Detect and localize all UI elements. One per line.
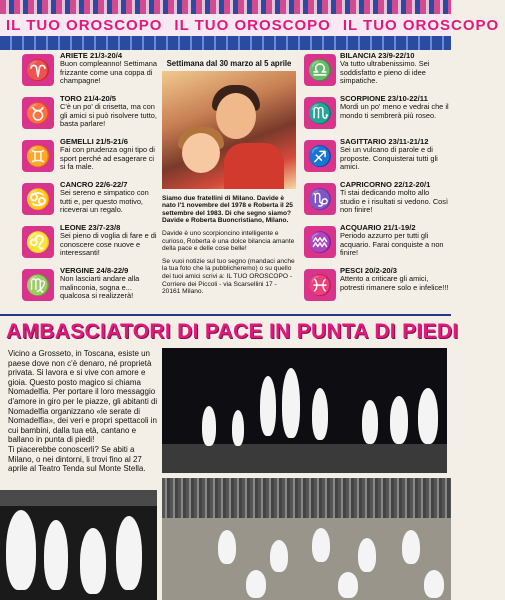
dancer-figure — [44, 520, 68, 590]
dancers-stage-photo — [162, 348, 447, 473]
horoscope-banner — [0, 0, 500, 50]
horoscope-sign — [298, 181, 451, 221]
scales-icon: ♎ — [304, 54, 336, 86]
fish-icon: ♓ — [304, 269, 336, 301]
horoscope-sign — [298, 267, 451, 307]
background-audience — [0, 490, 157, 506]
dancer-figure — [402, 530, 420, 564]
article-paragraph: Vicino a Grosseto, in Toscana, esiste un paese dove non c'è denaro, né proprietà privata. Si lavora e si vive con amore e gioia. Questo posto magico si chiama Nomadelfia. Per portare il loro messaggio d'amore in giro per le piazze, gli abitanti di Nomadelfia organizzano «le serate di Nomadelfia», dei veri e propri spettacoli in cui bambini, dalla tua età, cantano e ballano in punta di piedi! — [8, 349, 158, 445]
sign-forecast: Sei un vulcano di parole e di proposte. Conquisterai tutti gli amici. — [340, 145, 438, 172]
stage-floor — [162, 444, 447, 473]
dancer-figure — [116, 516, 142, 590]
dancer-figure — [424, 570, 444, 598]
sign-forecast: Sei sereno e simpatico con tutti e, per questo motivo, riceverai un regalo. — [60, 188, 149, 215]
dancer-figure — [338, 572, 358, 598]
horoscope-sign — [0, 52, 160, 92]
photo-girl-face — [182, 133, 220, 173]
dancer-figure — [312, 388, 328, 440]
sign-name: CAPRICORNO 22/12-20/1 — [340, 180, 431, 189]
dancer-figure — [6, 510, 36, 590]
dancer-figure — [218, 530, 236, 564]
crab-icon: ♋ — [22, 183, 54, 215]
bull-icon: ♉ — [22, 97, 54, 129]
sign-name: CANCRO 22/6-22/7 — [60, 180, 128, 189]
sign-name: ARIETE 21/3-20/4 — [60, 51, 123, 60]
astrologer-answer: Davide è uno scorpioncino intelligente e curioso, Roberta è una dolce bilancia amante della pace e delle cose belle! — [162, 229, 295, 253]
sign-name: PESCI 20/2-20/3 — [340, 266, 397, 275]
scorpion-icon: ♏ — [304, 97, 336, 129]
sign-forecast: Periodo azzurro per tutti gli acquario. Farai conquiste a non finire! — [340, 231, 444, 258]
sign-name: SCORPIONE 23/10-22/11 — [340, 94, 428, 103]
audience-crowd — [162, 478, 451, 518]
article-question: Ti piacerebbe conoscerli? Se abiti a Milano, o nei dintorni, li trovi fino al 27 aprile al Teatro Tenda sul Monte Stella. — [8, 444, 146, 474]
horoscope-right-column — [298, 52, 451, 312]
horoscope-sign — [0, 224, 160, 264]
sign-forecast: Ti stai dedicando molto allo studio e i risultati si vedono. Così non finire! — [340, 188, 449, 215]
sign-text — [60, 138, 158, 172]
dancer-figure — [282, 368, 300, 438]
dancer-figure — [390, 396, 408, 444]
sign-text — [60, 224, 158, 258]
banner-star-border — [0, 0, 451, 14]
sign-text — [340, 52, 449, 86]
twins-icon: ♊ — [22, 140, 54, 172]
banner-title-3: IL TUO OROSCOPO — [342, 16, 500, 34]
theater-performance-photo — [162, 478, 451, 600]
sign-text — [60, 267, 158, 301]
sign-forecast: Mordi un po' meno e vedrai che il mondo ti sembrerà più roseo. — [340, 102, 449, 120]
banner-bottom-border — [0, 36, 451, 50]
banner-title-1: IL TUO OROSCOPO — [6, 16, 163, 34]
sign-name: VERGINE 24/8-22/9 — [60, 266, 129, 275]
lion-icon: ♌ — [22, 226, 54, 258]
horoscope-sign — [298, 224, 451, 264]
children-dancing-photo — [0, 490, 157, 600]
horoscope-left-column — [0, 52, 160, 312]
horoscope-sign — [0, 267, 160, 307]
photo-caption: Siamo due fratellini di Milano. Davide è nato l'1 novembre del 1978 e Roberta il 25 settembre del 1983. Di che segno siamo? Davide e Roberta Buoncristiano, Milano. — [162, 194, 293, 225]
sign-text — [340, 224, 449, 258]
sign-name: BILANCIA 23/9-22/10 — [340, 51, 415, 60]
sign-forecast: C'è un po' di crisetta, ma con gli amici si può risolvere tutto, basta parlare! — [60, 102, 157, 129]
sign-text — [340, 267, 449, 292]
sign-name: LEONE 23/7-23/8 — [60, 223, 121, 232]
dancer-figure — [80, 528, 106, 594]
sign-text — [60, 52, 158, 86]
horoscope-sign — [298, 138, 451, 178]
dancer-figure — [260, 376, 276, 436]
submission-invite: Se vuoi notizie sul tuo segno (mandaci anche la tua foto che la pubblicheremo) o su quello dei tuoi amici scrivi a: IL TUO OROSCOPO - Corriere dei Piccoli - via Scarsellini 17 - 20161 Milano. — [162, 257, 295, 296]
horoscope-sign — [0, 181, 160, 221]
dancer-figure — [246, 570, 266, 598]
horoscope-sign — [298, 95, 451, 135]
dancer-figure — [202, 406, 216, 446]
section-divider — [0, 314, 451, 316]
photo-boy-face — [216, 93, 256, 139]
dancer-figure — [312, 528, 330, 562]
dancer-figure — [358, 538, 376, 572]
siblings-photo — [162, 71, 296, 189]
sign-name: GEMELLI 21/5-21/6 — [60, 137, 128, 146]
banner-title-2: IL TUO OROSCOPO — [174, 16, 331, 34]
water-bearer-icon: ♒ — [304, 226, 336, 258]
ram-icon: ♈ — [22, 54, 54, 86]
sign-text — [60, 95, 158, 129]
week-heading: Settimana dal 30 marzo al 5 aprile — [166, 59, 292, 68]
archer-icon: ♐ — [304, 140, 336, 172]
sign-forecast: Va tutto ultrabenissimo. Sei soddisfatto e pieno di idee simpatiche. — [340, 59, 430, 86]
goat-icon: ♑ — [304, 183, 336, 215]
banner-title-strip — [0, 14, 500, 36]
dancer-figure — [418, 388, 438, 444]
horoscope-sign — [298, 52, 451, 92]
sign-forecast: Fai con prudenza ogni tipo di sport perché ad esagerare ci si fa male. — [60, 145, 155, 172]
sign-name: TORO 21/4-20/5 — [60, 94, 116, 103]
photo-boy-shirt — [224, 143, 284, 189]
sign-text — [340, 181, 449, 215]
sign-text — [340, 138, 449, 172]
dancer-figure — [270, 540, 288, 572]
maiden-icon: ♍ — [22, 269, 54, 301]
horoscope-sign — [0, 138, 160, 178]
sign-text — [340, 95, 449, 120]
sign-forecast: Sei pieno di voglia di fare e di conoscere cose nuove e interessanti! — [60, 231, 157, 258]
article-title: AMBASCIATORI DI PACE IN PUNTA DI PIEDI — [6, 320, 459, 343]
sign-name: SAGITTARIO 23/11-21/12 — [340, 137, 429, 146]
dancer-figure — [232, 410, 244, 446]
sign-forecast: Buon compleanno! Settimana frizzante come una coppa di champagne! — [60, 59, 157, 86]
article-body — [8, 349, 158, 474]
sign-name: ACQUARIO 21/1-19/2 — [340, 223, 416, 232]
featured-readers — [162, 60, 296, 310]
horoscope-sign — [0, 95, 160, 135]
dancer-figure — [362, 400, 378, 444]
sign-forecast: Non lasciarti andare alla malinconia, sogna e... qualcosa si realizzerà! — [60, 274, 140, 301]
sign-text — [60, 181, 158, 215]
sign-forecast: Attento a criticare gli amici, potresti rimanere solo e infelice!!! — [340, 274, 449, 292]
